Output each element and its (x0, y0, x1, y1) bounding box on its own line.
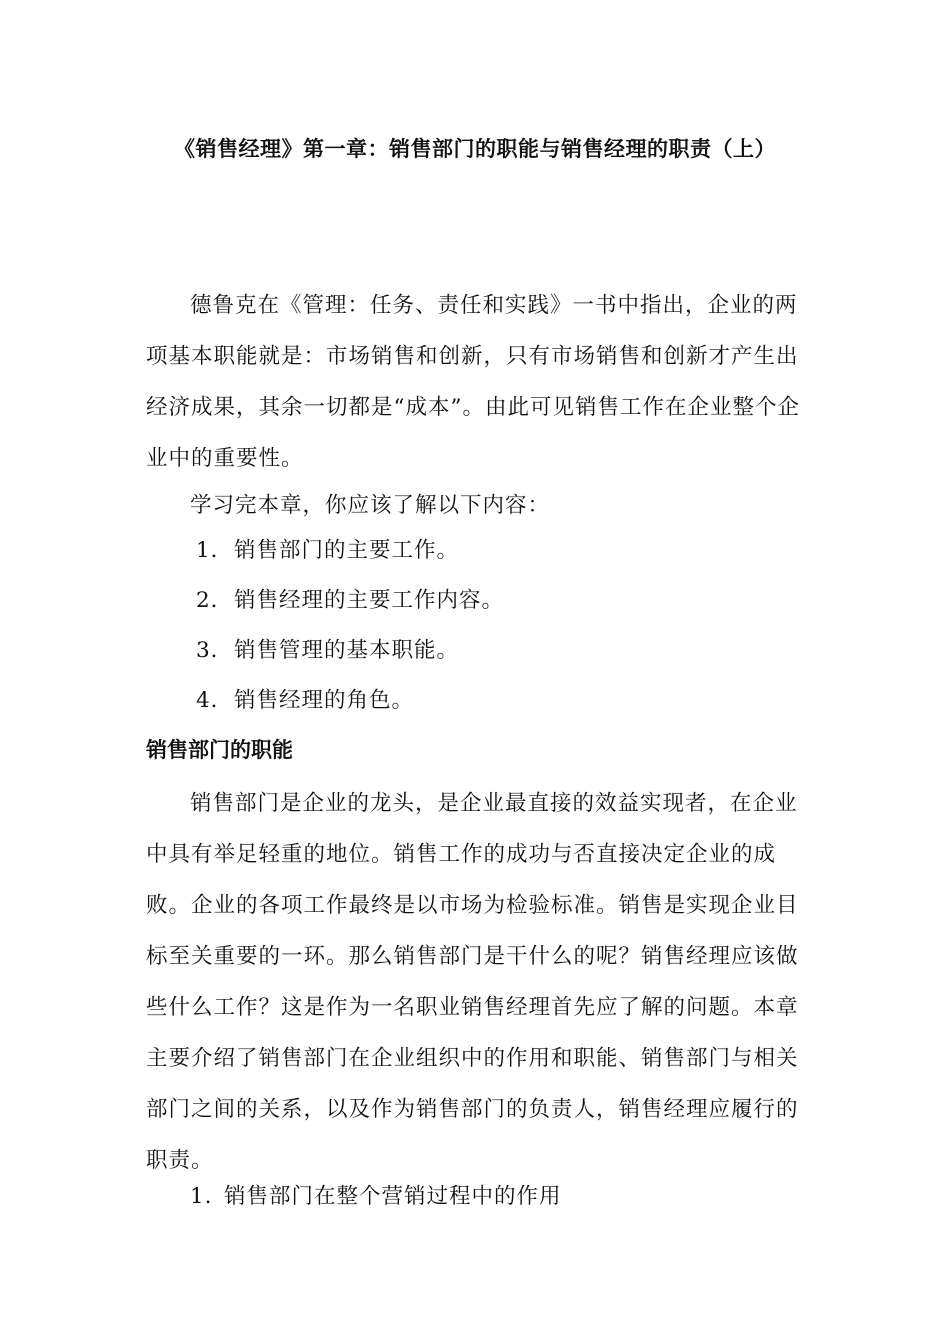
learning-item-text: 销售经理的角色。 (234, 688, 415, 713)
learning-item-number: 4． (196, 688, 234, 713)
learning-item (196, 686, 414, 716)
learning-item (196, 636, 459, 666)
learning-item (196, 586, 504, 616)
learning-item-text: 销售管理的基本职能。 (234, 638, 460, 663)
subsection-text: 销售部门在整个营销过程中的作用 (224, 1184, 562, 1209)
learning-lead: 学习完本章，你应该了解以下内容： (190, 493, 551, 518)
subsection-heading (190, 1182, 562, 1212)
learning-item-number: 1． (196, 538, 234, 563)
document-title: 《销售经理》第一章：销售部门的职能与销售经理的职责（上） (174, 137, 776, 161)
intro-paragraph: 德鲁克在《管理：任务、责任和实践》一书中指出，企业的两项基本职能就是：市场销售和创新，只有市场销售和创新才产生出经济成果，其余一切都是“成本”。由此可见销售工作在企业整个企业中的重要性。 (146, 293, 800, 471)
learning-item (196, 536, 459, 566)
subsection-number: 1. (190, 1184, 213, 1209)
section-paragraph: 销售部门是企业的龙头，是企业最直接的效益实现者，在企业中具有举足轻重的地位。销售工作的成功与否直接决定企业的成败。企业的各项工作最终是以市场为检验标准。销售是实现企业目标至关重要的一环。那么销售部门是干什么的呢？销售经理应该做些什么工作？这是作为一名职业销售经理首先应了解的问题。本章主要介绍了销售部门在企业组织中的作用和职能、销售部门与相关部门之间的关系，以及作为销售部门的负责人，销售经理应履行的职责。 (146, 791, 799, 1173)
learning-item-text: 销售经理的主要工作内容。 (234, 588, 505, 613)
learning-item-number: 2． (196, 588, 234, 613)
learning-item-text: 销售部门的主要工作。 (234, 538, 460, 563)
learning-item-number: 3． (196, 638, 234, 663)
section-heading: 销售部门的职能 (146, 738, 293, 762)
